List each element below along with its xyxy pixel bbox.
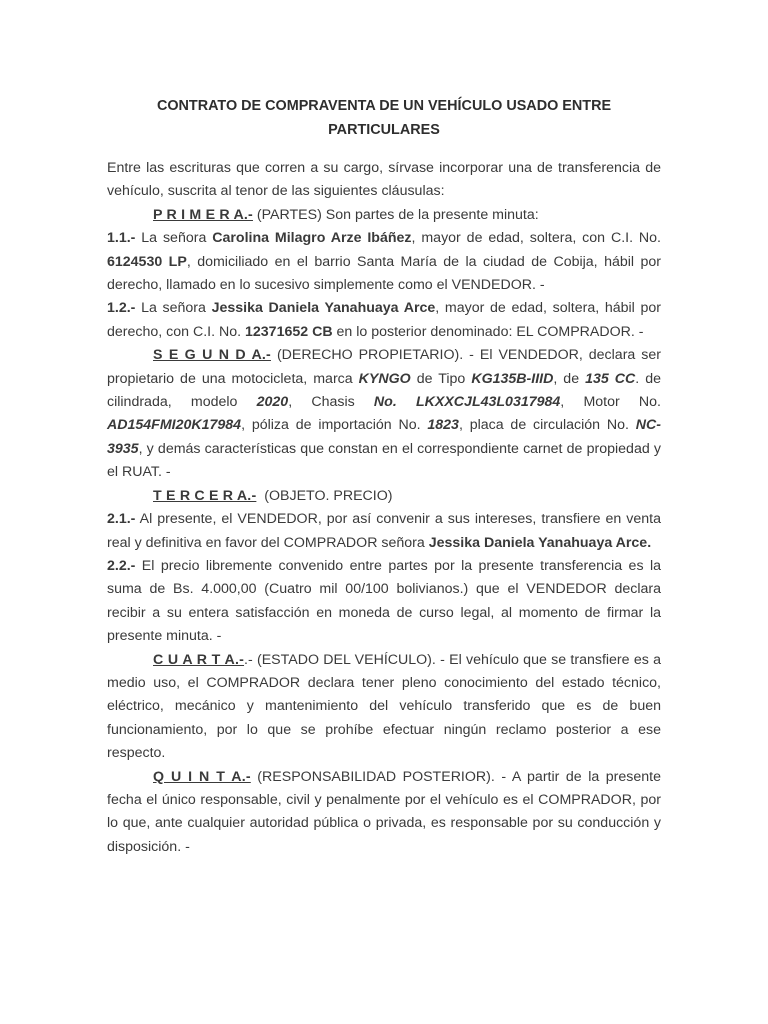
clause-primera-heading: P R I M E R A.- (153, 206, 253, 223)
clause-1-1-number: 1.1.- (107, 230, 136, 247)
clause-2-1-text: Al presente, el VENDEDOR, por así convenir a sus intereses, transfiere en venta real y definitiva en favor del COMPRADOR señora (107, 511, 661, 551)
clause-quinta-text: (RESPONSABILIDAD POSTERIOR). - A partir de la presente fecha el único responsable, civil y penalmente por el vehículo es el COMPRADOR, por lo que, ante cualquier autoridad pública o privada, es responsable por su conducción y disposición. - (107, 768, 661, 855)
segunda-text-9: , y demás características que constan en el correspondiente carnet de propiedad y el RUAT. - (107, 440, 661, 481)
title-line-1: CONTRATO DE COMPRAVENTA DE UN VEHÍCULO USADO ENTRE (156, 98, 612, 114)
document-page (107, 94, 661, 859)
clause-quinta-heading: Q U I N T A.- (153, 768, 251, 785)
clause-2-2-text: El precio libremente convenido entre partes por la presente transferencia es la suma de Bs. 4.000,00 (Cuatro mil 00/100 bolivianos.) que el VENDEDOR declara recibir a su entera satisfacción en moneda de curso legal, al momento de firmar la presente minuta. - (107, 557, 661, 645)
clause-1-1-text-a: La señora (135, 230, 213, 247)
document-title (107, 94, 661, 142)
vehicle-motor: AD154FMI20K17984 (107, 417, 242, 434)
segunda-text-7: , póliza de importación No. (241, 417, 428, 434)
seller-ci: 6124530 LP (107, 253, 187, 270)
clause-segunda-heading: S E G U N D A.- (153, 347, 271, 364)
license-plate: NC-3935 (107, 417, 661, 457)
clause-cuarta (107, 649, 661, 766)
segunda-text-6: , Motor No. (560, 394, 661, 411)
clause-1-1-text-b: , mayor de edad, soltera, con C.I. No. (411, 230, 661, 247)
segunda-text-8: , placa de circulación No. (458, 417, 636, 434)
clause-cuarta-heading: C U A R T A.- (153, 651, 245, 668)
clause-2-1-number: 2.1.- (107, 511, 136, 528)
vehicle-cc: 135 CC (585, 370, 636, 387)
vehicle-model: 2020 (256, 394, 289, 411)
clause-1-2-text-b: , mayor de edad, soltera, hábil por derecho, con C.I. No. (107, 300, 661, 340)
title-line-2: PARTICULARES (328, 122, 440, 138)
clause-1-2-text-c: en lo posterior denominado: EL COMPRADOR. - (332, 323, 644, 340)
clause-quinta (107, 766, 661, 860)
clause-primera (107, 204, 661, 227)
buyer-ci: 12371652 CB (245, 323, 333, 340)
segunda-text-4: . de cilindrada, modelo (107, 370, 662, 411)
segunda-text-5: , Chasis (288, 394, 374, 411)
clause-2-2-number: 2.2.- (107, 557, 136, 574)
clause-tercera-heading: T E R C E R A.- (153, 487, 257, 504)
clause-1-1 (107, 227, 661, 297)
buyer-name-2: Jessika Daniela Yanahuaya Arce. (428, 534, 652, 551)
vehicle-chassis: No. LKXXCJL43L0317984 (373, 394, 561, 411)
seller-name: Carolina Milagro Arze Ibáñez (212, 230, 412, 247)
clause-tercera-text: (OBJETO. PRECIO) (256, 487, 393, 504)
clause-2-2 (107, 555, 661, 649)
clause-segunda (107, 344, 661, 484)
clause-cuarta-text: .- (ESTADO DEL VEHÍCULO). - El vehículo que se transfiere es a medio uso, el COMPRADOR declara tener pleno conocimiento del estado técnico, eléctrico, mecánico y mantenimiento del vehículo transferido que es de buen funcionamiento, por lo que se prohíbe efectuar ningún reclamo posterior a ese respecto. (107, 651, 661, 762)
clause-1-2-number: 1.2.- (107, 300, 136, 317)
clause-tercera (107, 485, 661, 508)
buyer-name: Jessika Daniela Yanahuaya Arce (211, 300, 436, 317)
intro-paragraph: Entre las escrituras que corren a su cargo, sírvase incorporar una de transferencia de vehículo, suscrita al tenor de las siguientes cláusulas: (107, 160, 661, 200)
segunda-text-2: de Tipo (410, 370, 472, 387)
import-policy: 1823 (427, 417, 459, 434)
segunda-text-1: (DERECHO PROPIETARIO). - El VENDEDOR, declara ser propietario de una motocicleta, marca (107, 347, 661, 387)
clause-1-2-text-a: La señora (135, 300, 212, 317)
vehicle-brand: KYNGO (358, 370, 411, 387)
clause-primera-text: (PARTES) Son partes de la presente minuta: (252, 206, 539, 223)
clause-1-1-text-c: , domiciliado en el barrio Santa María de la ciudad de Cobija, hábil por derecho, llamado en lo sucesivo simplemente como el VENDEDOR. - (107, 253, 661, 294)
vehicle-type: KG135B-IIID (471, 370, 554, 387)
segunda-text-3: , de (553, 370, 586, 387)
clause-2-1 (107, 508, 661, 555)
clause-1-2 (107, 297, 661, 344)
